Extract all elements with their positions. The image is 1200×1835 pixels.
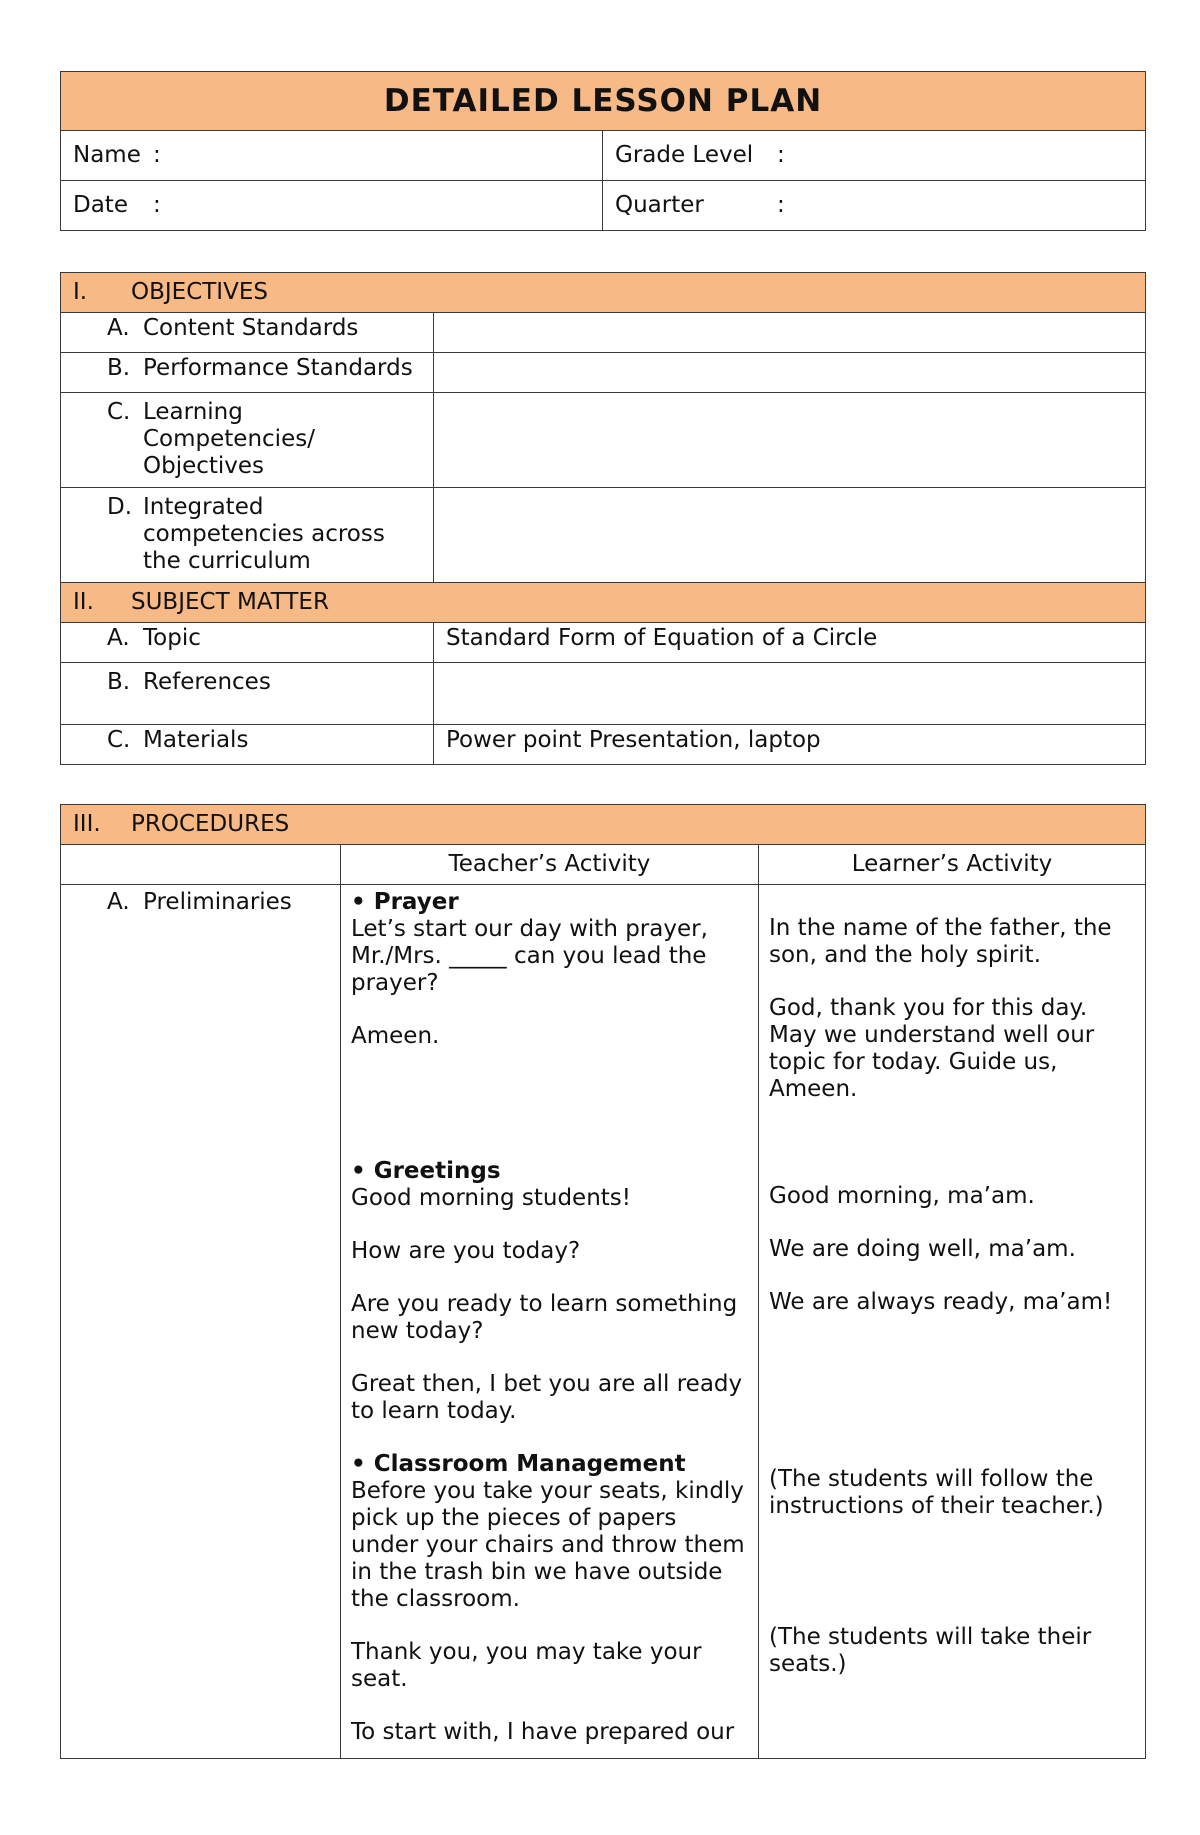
item-letter: A. — [107, 625, 130, 651]
date-field[interactable] — [61, 181, 603, 231]
classroom-teacher-3: To start with, I have prepared our — [351, 1719, 735, 1745]
grade-level-colon: : — [777, 142, 785, 168]
objectives-section-header — [61, 273, 1146, 313]
learner-activity-header: Learner’s Activity — [759, 845, 1146, 885]
integrated-competencies-value[interactable] — [434, 488, 1146, 583]
date-label: Date — [73, 192, 128, 218]
procedures-table — [60, 804, 1146, 1759]
greetings-learner-1: Good morning, ma’am. — [769, 1183, 1035, 1209]
quarter-colon: : — [777, 192, 785, 218]
grade-level-label: Grade Level — [615, 142, 754, 168]
section-title: SUBJECT MATTER — [131, 589, 329, 615]
blank-column-header — [61, 845, 341, 885]
greetings-teacher-1: Good morning students! — [351, 1185, 631, 1211]
topic-label-cell — [61, 623, 434, 663]
preliminaries-label-cell — [61, 885, 341, 1759]
references-value[interactable] — [434, 663, 1146, 725]
classroom-teacher-1: Before you take your seats, kindly pick up the pieces of papers under your chairs and throw them in the trash bin we have outside the classroom. — [351, 1478, 745, 1612]
item-label: References — [143, 669, 271, 695]
item-label: Learning Competencies/ Objectives — [143, 399, 315, 479]
topic-value[interactable]: Standard Form of Equation of a Circle — [434, 623, 1146, 663]
integrated-competencies-label-cell — [61, 488, 434, 583]
classroom-management-heading: • Classroom Management — [351, 1451, 686, 1477]
greetings-heading: • Greetings — [351, 1158, 501, 1184]
performance-standards-label-cell — [61, 353, 434, 393]
section-number: II. — [73, 589, 94, 615]
section-number: I. — [73, 279, 88, 305]
item-label: Content Standards — [143, 315, 359, 341]
classroom-teacher-2: Thank you, you may take your seat. — [351, 1639, 702, 1692]
materials-label-cell — [61, 725, 434, 765]
prayer-teacher-ameen: Ameen. — [351, 1023, 440, 1049]
quarter-field[interactable] — [603, 181, 1146, 231]
item-letter: B. — [107, 355, 131, 381]
item-label: Topic — [143, 625, 201, 651]
grade-level-field[interactable] — [603, 131, 1146, 181]
objectives-table — [60, 272, 1146, 765]
teacher-activity-cell — [341, 885, 759, 1759]
prayer-learner-2: God, thank you for this day. May we understand well our topic for today. Guide us, Ameen. — [769, 995, 1095, 1102]
prayer-learner-1: In the name of the father, the son, and the holy spirit. — [769, 915, 1112, 968]
learner-activity-cell — [759, 885, 1146, 1759]
prayer-heading: • Prayer — [351, 889, 459, 915]
date-colon: : — [153, 192, 161, 218]
item-letter: B. — [107, 669, 131, 695]
learning-competencies-label-cell — [61, 393, 434, 488]
classroom-learner-2: (The students will take their seats.) — [769, 1624, 1092, 1677]
section-title: PROCEDURES — [131, 811, 290, 837]
greetings-teacher-4: Great then, I bet you are all ready to learn today. — [351, 1371, 743, 1424]
learning-competencies-value[interactable] — [434, 393, 1146, 488]
materials-value[interactable]: Power point Presentation, laptop — [434, 725, 1146, 765]
greetings-learner-3: We are always ready, ma’am! — [769, 1289, 1113, 1315]
name-field[interactable] — [61, 131, 603, 181]
content-standards-value[interactable] — [434, 313, 1146, 353]
content-standards-label-cell — [61, 313, 434, 353]
teacher-activity-header: Teacher’s Activity — [341, 845, 759, 885]
item-letter: C. — [107, 727, 131, 753]
section-number: III. — [73, 811, 101, 837]
classroom-learner-1: (The students will follow the instructions of their teacher.) — [769, 1466, 1104, 1519]
subject-matter-section-header — [61, 583, 1146, 623]
greetings-learner-2: We are doing well, ma’am. — [769, 1236, 1076, 1262]
greetings-teacher-2: How are you today? — [351, 1238, 581, 1264]
greetings-teacher-3: Are you ready to learn something new today? — [351, 1291, 738, 1344]
section-title: OBJECTIVES — [131, 279, 268, 305]
performance-standards-value[interactable] — [434, 353, 1146, 393]
item-letter: C. — [107, 399, 131, 425]
item-label: Performance Standards — [143, 355, 413, 381]
lesson-plan-header-table — [60, 71, 1146, 231]
prayer-teacher-text: Let’s start our day with prayer, Mr./Mrs. _____ can you lead the prayer? — [351, 916, 708, 996]
name-label: Name — [73, 142, 141, 168]
references-label-cell — [61, 663, 434, 725]
step-letter: A. — [107, 889, 130, 915]
item-letter: D. — [107, 494, 133, 520]
item-label: Materials — [143, 727, 249, 753]
page-title: DETAILED LESSON PLAN — [61, 72, 1146, 131]
item-label: Integrated competencies across the curriculum — [143, 494, 385, 574]
procedures-section-header — [61, 805, 1146, 845]
step-label: Preliminaries — [143, 889, 292, 915]
item-letter: A. — [107, 315, 130, 341]
quarter-label: Quarter — [615, 192, 704, 218]
name-colon: : — [153, 142, 161, 168]
